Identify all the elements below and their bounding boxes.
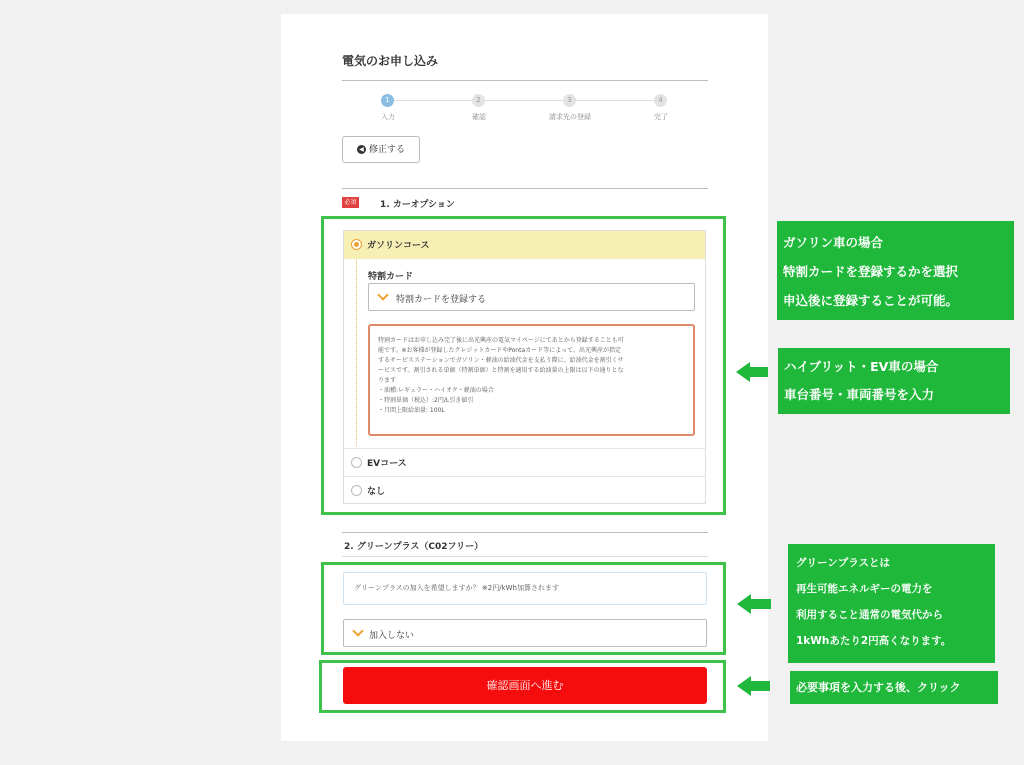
step-4-dot: 4 [654, 94, 667, 107]
card-field-label: 特割カード [368, 272, 414, 282]
highlight-submit [319, 660, 726, 713]
notice-line: ります [378, 377, 397, 384]
option-none-label[interactable]: なし [367, 487, 386, 497]
notice-line: ・月間上限給油量: 100L [378, 407, 445, 414]
page-title: 電気のお申し込み [342, 54, 439, 68]
callout-green-line: グリーンプラスとは [796, 557, 890, 569]
back-circle-icon: ◀ [357, 145, 366, 154]
highlight-green-plus [321, 562, 726, 655]
notice-line: ービスです。割引される単価（特割単価）と特割を適用する給油量の上限は以下の通りとな [378, 367, 624, 374]
callout-gasoline-line: ガソリン車の場合 [783, 235, 884, 250]
stepper-line [393, 100, 660, 101]
callout-green-line: 利用すること通常の電気代から [796, 609, 943, 621]
step-2-label: 確認 [472, 113, 486, 121]
step-3-dot: 3 [563, 94, 576, 107]
step-4-label: 完了 [654, 113, 668, 121]
callout-gasoline-line: 申込後に登録することが可能。 [783, 293, 959, 308]
step-3-label: 請求先の登録 [549, 113, 591, 121]
card-select-value: 特割カードを登録する [396, 295, 487, 305]
title-divider [342, 80, 708, 81]
callout-hybrid-line: 車台番号・車両番号を入力 [784, 387, 935, 402]
green-plus-question: グリーンプラスの加入を希望しますか？ ※2円/kWh加算されます [343, 572, 707, 605]
callout-hybrid [778, 348, 1010, 414]
section1-divider [342, 188, 708, 189]
notice-line: ・油種:レギュラー・ハイオク・軽油の場合 [378, 387, 494, 394]
step-1-label: 入力 [381, 113, 395, 121]
callout-green-line: 再生可能エネルギーの電力を [796, 583, 933, 595]
section2-divider [342, 532, 708, 533]
highlight-car-option [321, 216, 726, 515]
callout-hybrid-line: ハイブリット・EV車の場合 [784, 359, 939, 374]
callout-green-line: 1kWhあたり2円高くなります。 [796, 635, 952, 647]
callout-submit: 必要事項を入力する後、クリック [790, 671, 998, 704]
submit-button[interactable]: 確認画面へ進む [343, 667, 707, 704]
step-2-dot: 2 [472, 94, 485, 107]
notice-line: 特割カードはお申し込み完了後に出光興産の電気マイページにてあとから登録することも可 [378, 337, 624, 344]
callout-gasoline [777, 221, 1014, 320]
section2-title: 2. グリーンプラス（C02フリー） [344, 542, 484, 552]
callout-gasoline-line: 特割カードを登録するかを選択 [783, 264, 959, 279]
step-1-dot: 1 [381, 94, 394, 107]
option-ev-label[interactable]: EVコース [367, 459, 407, 469]
notice-line: するサービスステーションでガソリン・軽油の給油代金を支払う際に、給油代金を割引くサ [378, 357, 624, 364]
option-gasoline-label: ガソリンコース [367, 241, 430, 251]
section2-underline [342, 556, 708, 557]
back-button-label: 修正する [368, 145, 405, 155]
section1-title: 1. カーオプション [380, 200, 455, 210]
notice-line: ・特割単価（税込）:2円/L引き値引 [378, 397, 474, 404]
required-badge: 必須 [342, 197, 359, 208]
back-button[interactable] [342, 136, 420, 163]
callout-green-plus [788, 544, 995, 663]
notice-line: 能です。※お客様が登録したクレジットカードやPontaカード等によって、出光興産が指定 [378, 347, 622, 354]
green-plus-select-value: 加入しない [369, 631, 415, 641]
